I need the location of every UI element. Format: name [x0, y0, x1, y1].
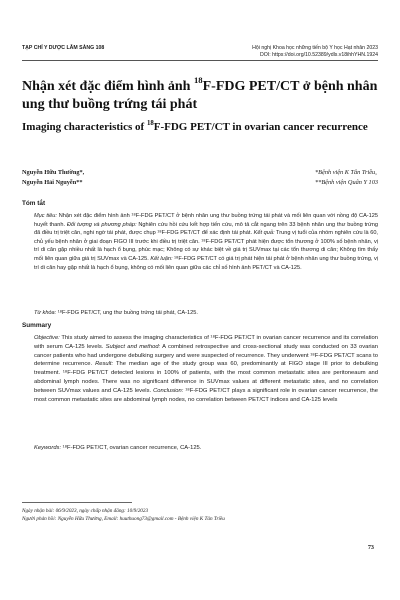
title-english: Imaging characteristics of $^{18}$F-FDG PET/CT in ovarian cancer recurrence — [22, 119, 368, 133]
conference-name: Hội nghị Khoa học những tiến bộ Y học Hạt nhân 2023 — [252, 45, 378, 51]
summary-en-body: Objective: This study aimed to assess the imaging characteristics of ¹⁸F-FDG PET/CT in ovarian cancer recurrence and its correlation with serum CA-125 levels. Subject and method: A combined retrospective and cross-sectional study was conducted on 33 ovarian cancer patients who had undergone debulking surgery and were suspected of recurrence. They underwent ¹⁸F-FDG PET/CT scans to determine recurrence. Result: The median age of the study group was 60, predominantly at FIGO stage III prior to debulking treatment. ¹⁸F-FDG PET/CT detected lesions in 100% of patients, with the most common metastatic sites are peritoneaum and abdominal lymph nodes. There was no significant difference in SUVmax values at different metastatic sites, and no correlation between SUVmax values and CA-125 levels. Conclusion: ¹⁸F-FDG PET/CT plays a significant role in ovarian cancer recurrence, the most common metastatic sites are abdominal lymph nodes, no correlation between PET/CT indices and CA-125 levels — [34, 335, 378, 403]
author-1: Nguyễn Hữu Thường*, — [22, 169, 85, 176]
keywords-vi: Từ khóa: ¹⁸F-FDG PET/CT, ung thư buồng trứng tái phát, CA-125. — [34, 310, 198, 316]
affiliation-2: **Bệnh viện Quân Y 103 — [315, 179, 378, 186]
summary-vi-heading: Tóm tắt — [22, 200, 46, 207]
keywords-en: Keywords: ¹⁸F-FDG PET/CT, ovarian cancer recurrence, CA-125. — [34, 445, 202, 451]
doi-link[interactable]: DOI: https://doi.org/10.52389/ydls.v18ihhYHN.1924 — [260, 52, 378, 58]
author-2: Nguyễn Hải Nguyễn** — [22, 179, 83, 186]
affiliation-1: *Bệnh viện K Tân Triều, — [315, 169, 377, 176]
summary-vi-body: Mục tiêu: Nhận xét đặc điểm hình ảnh ¹⁸F-FDG PET/CT ở bệnh nhân ung thư buồng trứng tái phát và mối liên quan với nồng độ CA-125 huyết thanh. Đối tượng và phương pháp: Nghiên cứu hồi cứu kết hợp tiến cứu, mô tả cắt ngang trên 33 bệnh nhân ung thư buồng trứng đã điều trị triệt căn, nghi ngờ tái phát, được chụp ¹⁸F-FDG PET/CT để xác định tái phát. Kết quả: Trung vị tuổi của nhóm nghiên cứu là 60, chủ yếu bệnh nhân ở giai đoạn FIGO III trước khi điều trị triệt căn. ¹⁸F-FDG PET/CT phát hiện được tổn thương ở 100% số bệnh nhân, vị trí di căn gặp nhiều nhất là hạch ổ bụng, phúc mạc; Không có sự khác biệt về giá trị SUVmax tại các tổn thương di căn; Không tìm thấy mối liên quan giữa giá trị SUVmax và CA-125. Kết luận: ¹⁸F-FDG PET/CT có giá trị phát hiện tái phát ở bệnh nhân ung thư buồng trứng, vị trí di căn hay gặp nhất là hạch ổ bụng, không có mối liên quan giữa các chỉ số hình ảnh PET/CT và CA-125. — [34, 213, 379, 271]
summary-en-heading: Summary — [22, 322, 52, 329]
affiliation-list — [315, 168, 378, 188]
footnote-dates: Ngày nhận bài: 06/9/2023, ngày chấp nhận đăng: 10/9/2023 — [22, 508, 149, 514]
title-vietnamese: Nhận xét đặc điểm hình ảnh $^{18}$F-FDG PET/CT ở bệnh nhân ung thư buồng trứng tái phát — [22, 75, 378, 112]
page-number: 73 — [367, 544, 374, 551]
journal-name: TẠP CHÍ Y DƯỢC LÂM SÀNG 108 — [22, 45, 105, 51]
header-divider — [22, 60, 378, 61]
author-list — [22, 168, 84, 188]
footnote-contact: Người phản hồi: Nguyễn Hữu Thường, Email: huuthuong73@gmail.com - Bệnh viện K Tân Triều — [22, 516, 225, 522]
footnote-divider — [22, 502, 132, 503]
